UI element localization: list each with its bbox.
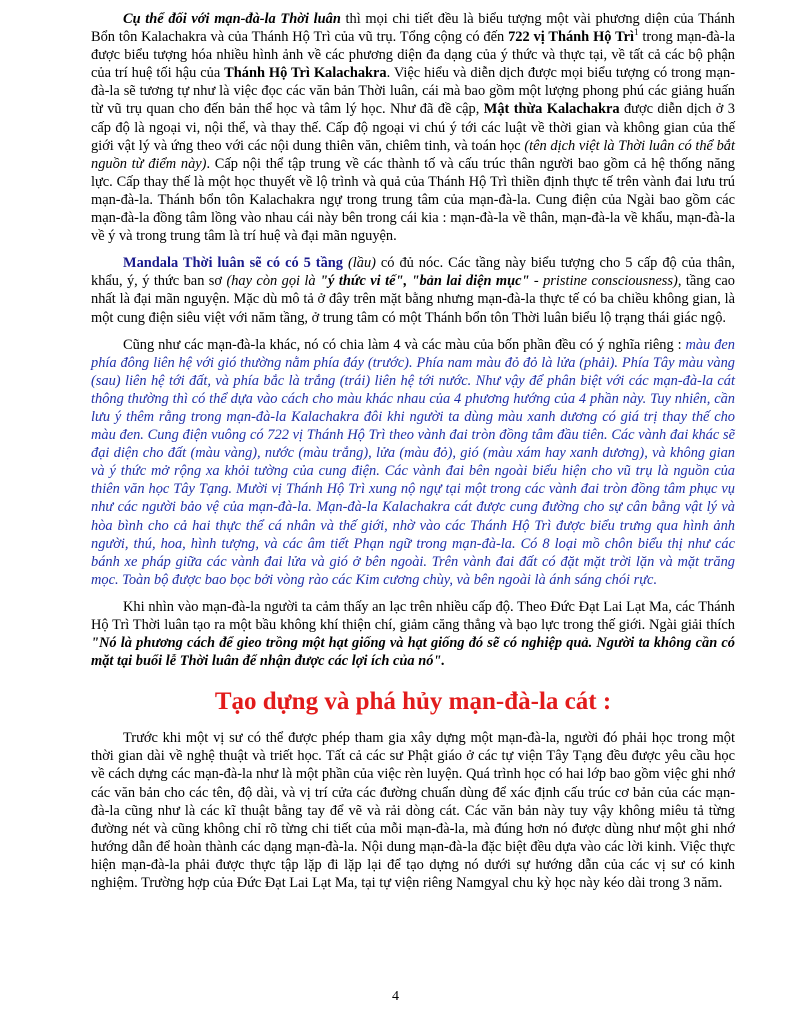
- text-run: thì mọi chi tiết đều là biểu tượng một vài phương diện của Thánh Bổn tôn Kalachakra và của Thánh Hộ Trì của vũ trụ. Tổng cộng có đến: [91, 11, 735, 46]
- emphasis-lead: Cụ thể đối với mạn-đà-la Thời luân: [123, 11, 341, 27]
- text-run: . Việc hiểu và diễn dịch được mọi biểu tượng có trong mạn-đà-la sẽ tương tự như là việc đọc các văn bản Thời luân, cái mà bao gồm một lượng phong phú các giảng huấn từ vũ trụ quan cho đến bản thể học và tâm lý học. Như đã đề cập,: [91, 65, 735, 118]
- italic-note: - pristine consciousness): [529, 273, 678, 290]
- section-heading: Tạo dựng và phá hủy mạn-đà-la cát :: [214, 688, 612, 716]
- text-run: . Cấp nội thể tập trung về các thành tố và cấu trúc thân người bao gồm cả hệ thống năng lực. Cấp thay thế là một học thuyết về lộ trình và quả của Thánh Hộ Trì thiền định thực tế trên vành đai lưu trú mạn-đà-la. Thánh bổn tôn Kalachakra ngự trong trung tâm của mạn-đà-la. Cung điện của Ngài bao gồm các mạn-đà-la đồng tâm lồng vào nhau cái này bên trong cái kia : mạn-đà-la về thân, mạn-đà-la về khẩu, mạn-đà-la về ý và trong trung tâm là trí huệ và đại mãn nguyện.: [91, 155, 735, 245]
- blue-italic-passage: màu đen phía đông liên hệ với gió thường nằm phía đáy (trước). Phía nam màu đỏ đỏ là lửa (phải). Phía Tây màu vàng (sau) liên hệ tới đất, và phía bắc là trắng (trái) liên hệ tới nước. Như vậy để phân biệt với các mạn-đà-la cát thông thường thì có thể dựa vào cách cho màu khác nhau của 4 phương hướng của 4 phần này. Tuy nhiên, cần lưu ý thêm rằng trong mạn-đà-la Kalachakra đôi khi người ta dùng màu xanh dương có giá trị thay thế cho màu đen. Cung điện vuông có 722 vị Thánh Hộ Trì theo vành đai tròn đồng tâm đầu tiên. Các vành đai khác sẽ đại diện cho đất (màu vàng), nước (màu trắng), lửa (màu đỏ), gió (màu xám hay xanh dương), và không gian và ý thức mở rộng xa khỏi tường của cung điện. Các vành đai bên ngoài biểu hiện cho vũ trụ là nguồn của thiên văn học Tây Tạng. Mười vị Thánh Hộ Trì xung nộ ngự tại một trong các vành đai tròn đồng tâm phục vụ như các người bảo vệ của mạn-đà-la. Mạn-đà-la Kalachakra cát được cung đường cho sự cân bằng vật lý và hòa bình cho cả hai thực thể cá nhân và thế giới, nhờ vào các Thánh Hộ Trì được biểu trưng qua hình ảnh người, thú, hoa, hình tượng, và các âm tiết Phạn ngữ trong mạn-đà-la. Có 8 loại mồ chôn biểu thị như các bánh xe pháp giữa các vành đai lửa và gió ở bên ngoài. Trên vành đai đất có đặt mặt trời lặn và mặt trăng mọc. Toàn bộ được bao bọc bởi vòng rào các Kim cương chùy, và bên ngoài là ánh sáng chói rực.: [91, 336, 735, 588]
- text-run: có đủ nóc: [375, 255, 440, 272]
- emphasis-five-levels: Mandala Thời luân sẽ có có 5 tầng: [123, 255, 343, 272]
- text-run: được diễn dịch ở 3 cấp độ là ngoại vi, nội thể, và thay thế. Cấp độ ngoại vi chú ý tới các luật về thời gian và không gian của thế giới vật lý và ứng theo với các nội dung thiên văn, chiêm tinh, và toán học: [91, 101, 735, 154]
- italic-note: (lầu): [347, 255, 376, 272]
- paragraph-dalai-lama: [91, 598, 735, 670]
- emphasis-tantra: Mật thừa Kalachakra: [483, 101, 620, 118]
- italic-note: (tên dịch việt là Thời luân có thể bắt nguồn từ điểm này): [91, 137, 735, 172]
- page-number: 4: [392, 989, 399, 1004]
- emphasis-quote: "ý thức vi tế", "bản lai diện mục": [320, 273, 530, 290]
- text-run: Khi nhìn vào mạn-đà-la người ta cảm thấy an lạc trên nhiều cấp độ. Theo Đức Đạt Lai Lạt Ma, các Thánh Hộ Trì Thời luân tạo ra một bầu không khí thiện chí, giảm căng thẳng và bạo lực trong thế giới. Ngài giải thích: [91, 598, 735, 633]
- text-run: , tầng cao nhất là đại mãn nguyện. Mặc dù mô tả ở đây trên mặt bằng nhưng mạn-đà-la thực tế có ba chiều không gian, là một cung điện siêu việt với năm tầng, ở trung tâm có một Thánh bổn tôn Thời luân biểu lộ trạng thái giác ngộ.: [91, 273, 735, 326]
- text-run: Cũng như các mạn-đà-la khác, nó có chia làm 4 và các màu của bốn phần đều có ý nghĩa riêng :: [123, 336, 686, 353]
- paragraph-five-levels: [91, 254, 735, 326]
- italic-note: (hay còn gọi là: [226, 273, 321, 290]
- paragraph-four-colors: [91, 336, 735, 589]
- emphasis-deity: Thánh Hộ Trì Kalachakra: [224, 65, 387, 82]
- text-run: trong mạn-đà-la được biểu tượng hóa nhiều hình ảnh về các phương diện đa dạng của ý thức và thực tại, về tất cả các bộ phận của trí huệ tối hậu của: [91, 29, 735, 82]
- emphasis-count: 722 vị Thánh Hộ Trì: [508, 29, 634, 46]
- emphasis-quote: "Nó là phương cách để gieo trồng một hạt giống và hạt giống đó sẽ có nghiệp quả. Người ta không cần có mặt tại buổi lễ Thời luân để nhận được các lợi ích của nó".: [91, 635, 735, 670]
- document-page: [91, 10, 735, 892]
- footnote-ref[interactable]: 1: [634, 27, 639, 38]
- paragraph-construction: [91, 729, 735, 892]
- text-run: Trước khi một vị sư có thể được phép tham gia xây dựng một mạn-đà-la, người đó phải học trong một thời gian dài về nghệ thuật và triết học. Tất cả các sư Phật giáo ở các tự viện Tây Tạng đều được yêu cầu học về cách dựng các mạn-đà-la như là một phần của việc rèn luyện. Quá trình học có hai lớp bao gồm việc ghi nhớ các văn bản cho các tên, độ dài, và vị trí cửa các đường chuẩn dùng để xác định cấu trúc cơ bản của các mạn-đà-la cũng như là các kĩ thuật bằng tay để vẽ và rải dòng cát. Các văn bản này tuy vậy không miêu tả từng đường nét và cũng không chỉ rõ từng chi tiết của mỗi mạn-đà-la, mà đúng hơn nó được dùng như một ghi nhớ hướng dẫn để hoàn thành các dạng mạn-đà-la. Nội dung mạn-đà-la đặc biệt đều dựa vào các lời kinh. Việc thực hiện mạn-đà-la phải được thực tập lặp đi lặp lại để tạo dựng nó dưới sự hướng dẫn của các vị sư có kinh nghiệm. Trường hợp của Đức Đạt Lai Lạt Ma, tại tự viện riêng Namgyal chu kỳ học này kéo dài trong 3 năm.: [91, 730, 735, 892]
- text-run: . Các tầng này biểu tượng cho 5 cấp độ của thân, khẩu, ý, ý thức ban sơ: [91, 255, 735, 290]
- paragraph-mandala-details: [91, 10, 735, 245]
